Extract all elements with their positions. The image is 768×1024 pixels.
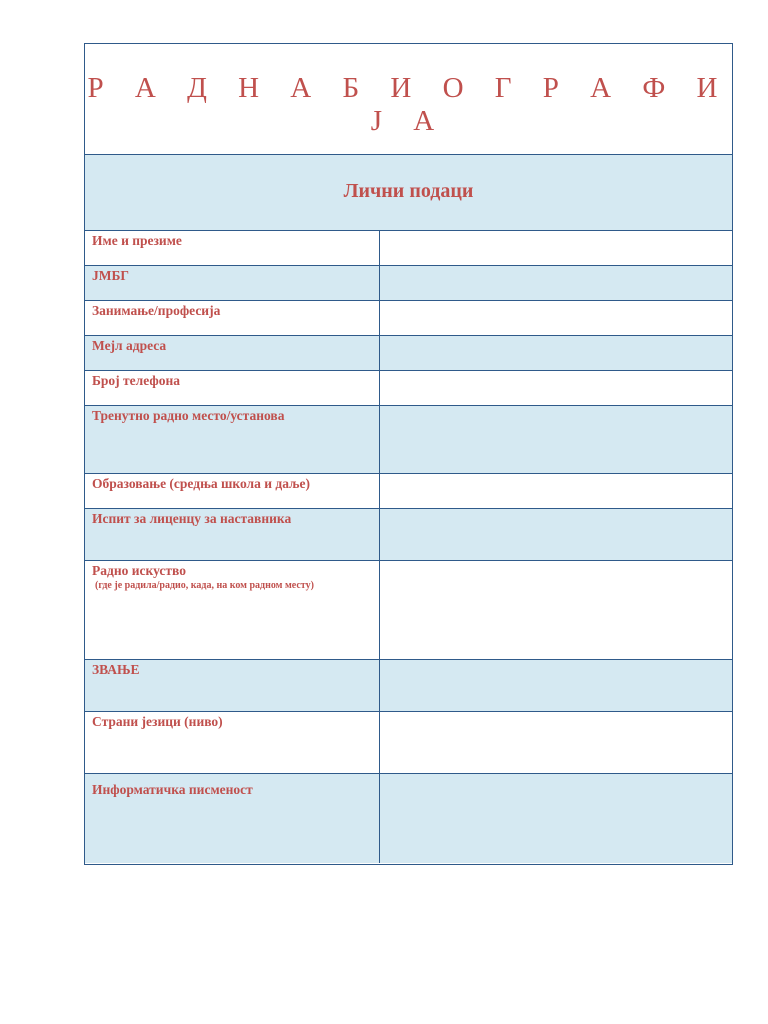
value-cell-current-workplace[interactable] <box>380 406 732 473</box>
form-row-jmbg <box>85 266 732 301</box>
cv-form-table <box>84 43 733 865</box>
form-row-email <box>85 336 732 371</box>
field-label: Информатичка писменост <box>92 782 253 797</box>
field-label: Број телефона <box>92 373 181 388</box>
form-row-computer-literacy <box>85 774 732 863</box>
form-row-foreign-languages <box>85 712 732 774</box>
title-row <box>85 44 732 155</box>
label-cell <box>85 406 380 473</box>
form-row-license-exam <box>85 509 732 561</box>
label-cell <box>85 561 380 659</box>
field-sublabel: (где је радила/радио, када, на ком радном месту) <box>95 580 314 591</box>
value-cell-full-name[interactable] <box>380 231 732 265</box>
form-row-rank <box>85 660 732 712</box>
field-label: Занимање/професија <box>92 303 221 318</box>
value-cell-computer-literacy[interactable] <box>380 774 732 863</box>
field-label: ЗВАЊЕ <box>92 662 140 677</box>
value-cell-foreign-languages[interactable] <box>380 712 732 773</box>
label-cell <box>85 231 380 265</box>
label-cell <box>85 301 380 335</box>
label-cell <box>85 509 380 560</box>
section-title: Лични подаци <box>343 180 474 202</box>
value-cell-email[interactable] <box>380 336 732 370</box>
field-label: ЈМБГ <box>92 268 130 283</box>
value-cell-rank[interactable] <box>380 660 732 711</box>
label-cell <box>85 371 380 405</box>
form-row-phone <box>85 371 732 406</box>
label-cell <box>85 266 380 300</box>
value-cell-jmbg[interactable] <box>380 266 732 300</box>
value-cell-education[interactable] <box>380 474 732 508</box>
section-header-row <box>85 155 732 231</box>
document-title: Р А Д Н А Б И О Г Р А Ф И Ј А <box>87 72 730 137</box>
field-label: Име и презиме <box>92 233 182 248</box>
label-cell <box>85 774 380 863</box>
field-label: Испит за лиценцу за наставника <box>92 511 292 526</box>
field-label: Образовање (средња школа и даље) <box>92 476 310 491</box>
label-cell <box>85 712 380 773</box>
value-cell-occupation[interactable] <box>380 301 732 335</box>
field-label: Страни језици (ниво) <box>92 714 223 729</box>
field-label: Мејл адреса <box>92 338 167 353</box>
form-row-work-experience <box>85 561 732 660</box>
form-row-current-workplace <box>85 406 732 474</box>
field-label: Радно искуство <box>92 563 186 578</box>
label-cell <box>85 336 380 370</box>
label-cell <box>85 474 380 508</box>
value-cell-license-exam[interactable] <box>380 509 732 560</box>
form-row-occupation <box>85 301 732 336</box>
value-cell-work-experience[interactable] <box>380 561 732 659</box>
form-row-education <box>85 474 732 509</box>
field-label: Тренутно радно место/установа <box>92 408 285 423</box>
value-cell-phone[interactable] <box>380 371 732 405</box>
label-cell <box>85 660 380 711</box>
form-row-full-name <box>85 231 732 266</box>
